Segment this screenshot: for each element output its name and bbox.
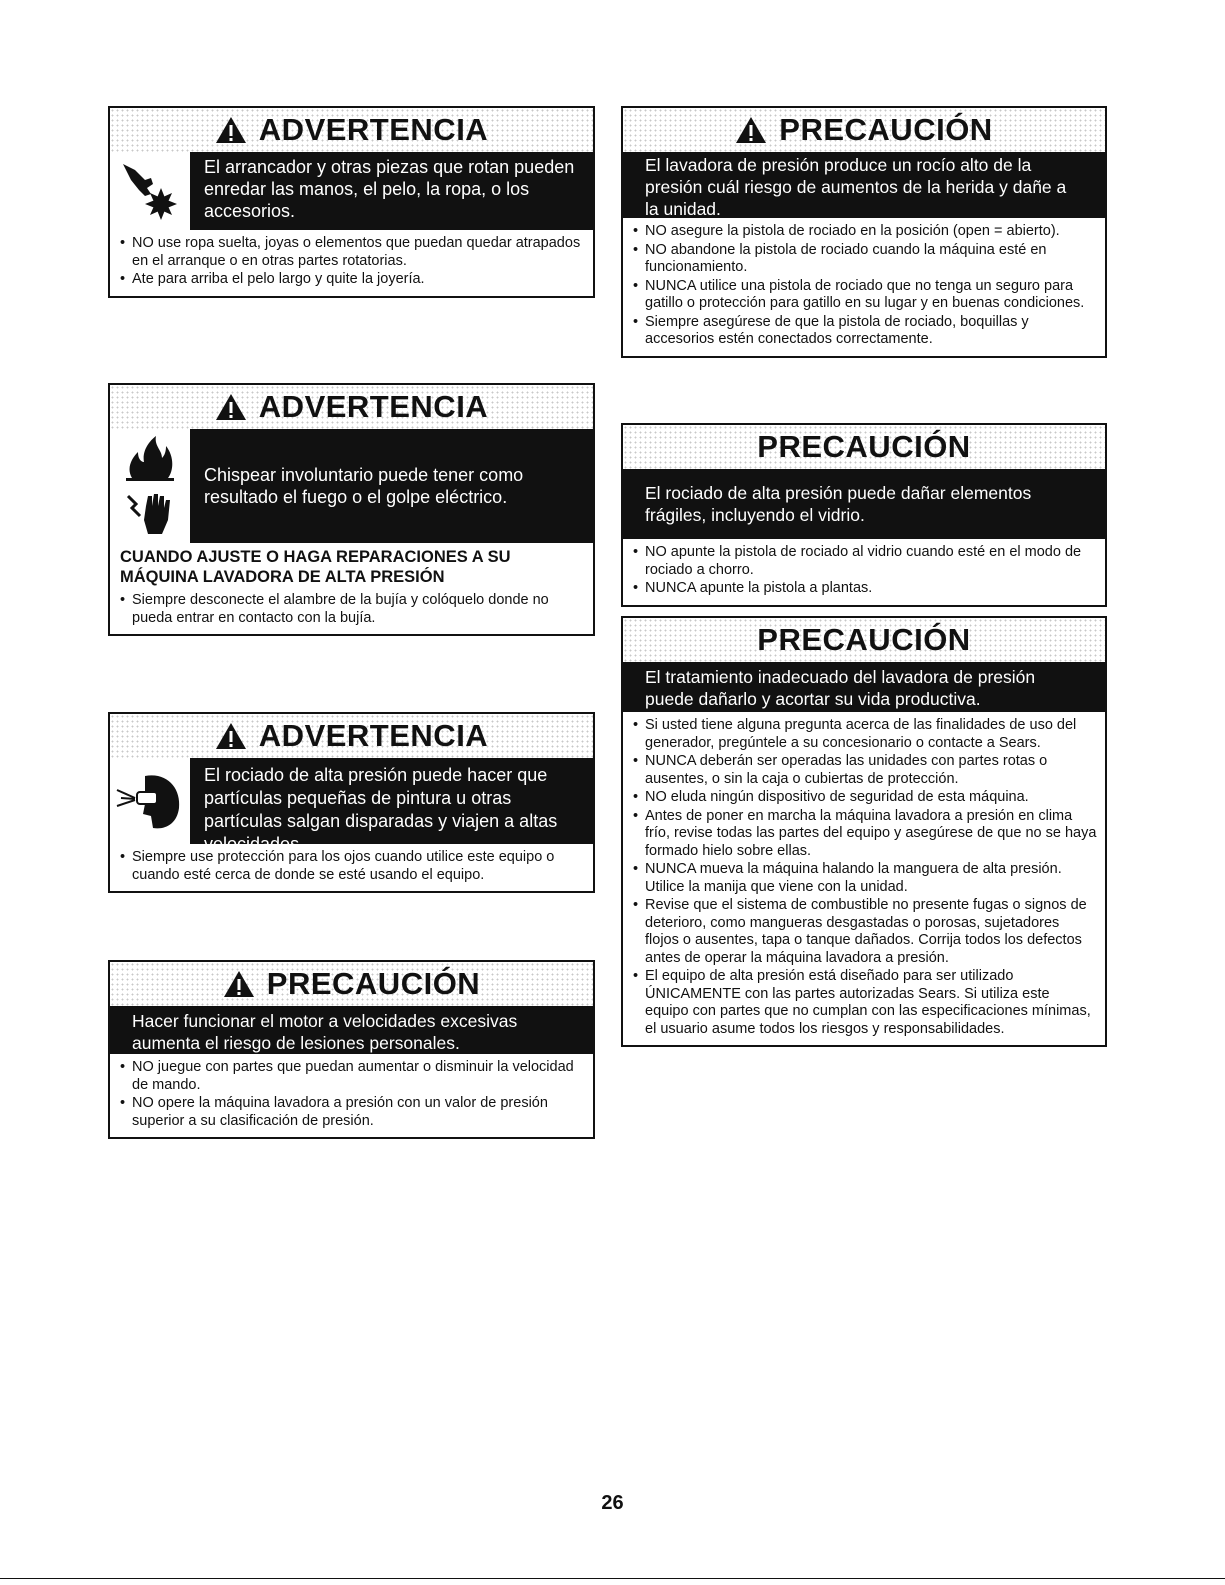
hand-entanglement-icon bbox=[117, 158, 183, 224]
caution-fragile-panel bbox=[621, 423, 1107, 607]
icon-area bbox=[110, 152, 190, 230]
list-item: • NO opere la máquina lavadora a presión con un valor de presión superior a su clasificación de presión. bbox=[118, 1095, 585, 1130]
panel-header bbox=[110, 108, 593, 152]
hazard-statement: El rociado de alta presión puede dañar elementos frágiles, incluyendo el vidrio. bbox=[623, 469, 1105, 539]
caution-spray-panel bbox=[621, 106, 1107, 358]
list-item: • NO apunte la pistola de rociado al vidrio cuando esté en el modo de rociado a chorro. bbox=[631, 544, 1097, 579]
warning-spark-panel bbox=[108, 383, 595, 636]
hazard-statement: El tratamiento inadecuado del lavadora de presión puede dañarlo y acortar su vida productiva. bbox=[623, 662, 1105, 712]
warning-triangle-icon bbox=[223, 969, 255, 999]
panel-header bbox=[110, 714, 593, 758]
panel-title: PRECAUCIÓN bbox=[757, 622, 971, 657]
list-item: • Siempre desconecte el alambre de la bujía y colóquelo donde no pueda entrar en contacto con la bujía. bbox=[118, 592, 585, 627]
list-item: • NO use ropa suelta, joyas o elementos que puedan quedar atrapados en el arranque o en otras partes rotatorias. bbox=[118, 235, 585, 270]
hazard-statement: El arrancador y otras piezas que rotan pueden enredar las manos, el pelo, la ropa, o los accesorios. bbox=[190, 152, 593, 230]
list-item: • NO abandone la pistola de rociado cuando la máquina esté en funcionamiento. bbox=[631, 242, 1097, 277]
hazard-statement: Hacer funcionar el motor a velocidades excesivas aumenta el riesgo de lesiones personales. bbox=[110, 1006, 593, 1054]
eye-protection-icon bbox=[115, 768, 185, 834]
precaution-list bbox=[110, 230, 593, 296]
list-item: • Revise que el sistema de combustible no presente fugas o signos de deterioro, como mangueras desgastadas o porosas, sujetadores flojos o ausentes, tapa o tanque dañados. Corrija todos los defectos antes de operar la máquina lavadora a presión. bbox=[631, 897, 1097, 967]
panel-title: PRECAUCIÓN bbox=[779, 112, 993, 147]
panel-title: PRECAUCIÓN bbox=[266, 966, 481, 1001]
hazard-statement: El lavadora de presión produce un rocío alto de la presión cuál riesgo de aumentos de la herida y dañe a la unidad. bbox=[623, 152, 1105, 218]
list-item: • NO asegure la pistola de rociado en la posición (open = abierto). bbox=[631, 223, 1097, 241]
list-item: • El equipo de alta presión está diseñado para ser utilizado ÚNICAMENTE con las partes autorizadas Sears. Si utiliza este equipo con partes que no cumplan con las especificaciones mínimas, el usuario asume todos los riesgos y responsabilidades. bbox=[631, 968, 1097, 1038]
caution-overspeed-panel bbox=[108, 960, 595, 1139]
panel-title: ADVERTENCIA bbox=[258, 718, 489, 753]
list-item: • NUNCA utilice una pistola de rociado que no tenga un seguro para gatillo o protección para gatillo en su lugar y en buenas condiciones. bbox=[631, 278, 1097, 313]
list-item: • Siempre asegúrese de que la pistola de rociado, boquillas y accesorios estén conectados correctamente. bbox=[631, 314, 1097, 349]
list-item: • NO eluda ningún dispositivo de seguridad de esta máquina. bbox=[631, 789, 1097, 807]
precaution-list bbox=[110, 587, 593, 634]
warning-triangle-icon bbox=[215, 392, 247, 422]
subheading: CUANDO AJUSTE O HAGA REPARACIONES A SU MÁQUINA LAVADORA DE ALTA PRESIÓN bbox=[120, 548, 511, 586]
warning-triangle-icon bbox=[215, 721, 247, 751]
electric-shock-icon bbox=[122, 490, 178, 540]
list-item: • NUNCA apunte la pistola a plantas. bbox=[631, 580, 1097, 598]
precaution-list bbox=[623, 712, 1105, 1045]
panel-header bbox=[623, 618, 1105, 662]
warning-triangle-icon bbox=[215, 115, 247, 145]
icon-area bbox=[110, 758, 190, 844]
list-item: • NO juegue con partes que puedan aumentar o disminuir la velocidad de mando. bbox=[118, 1059, 585, 1094]
precaution-list bbox=[110, 844, 593, 891]
page-number: 26 bbox=[601, 1492, 624, 1514]
warning-triangle-icon bbox=[735, 115, 767, 145]
warning-entanglement-panel bbox=[108, 106, 595, 298]
warning-spray-particles-panel bbox=[108, 712, 595, 893]
list-item: • NUNCA mueva la máquina halando la manguera de alta presión. Utilice la manija que viene con la unidad. bbox=[631, 861, 1097, 896]
panel-header bbox=[623, 108, 1105, 152]
hazard-statement: Chispear involuntario puede tener como resultado el fuego o el golpe eléctrico. bbox=[190, 429, 593, 543]
precaution-list bbox=[110, 1054, 593, 1137]
hazard-statement: El rociado de alta presión puede hacer que partículas pequeñas de pintura u otras partículas salgan disparadas y viajen a altas velocidades. bbox=[190, 758, 593, 844]
panel-header bbox=[110, 962, 593, 1006]
list-item: • Siempre use protección para los ojos cuando utilice este equipo o cuando esté cerca de donde se esté usando el equipo. bbox=[118, 849, 585, 884]
icon-area bbox=[110, 429, 190, 543]
page-bottom-rule bbox=[0, 1578, 1225, 1579]
precaution-list bbox=[623, 539, 1105, 605]
caution-improper-treatment-panel bbox=[621, 616, 1107, 1047]
list-item: • NUNCA deberán ser operadas las unidades con partes rotas o ausentes, o sin la caja o cubiertas de protección. bbox=[631, 753, 1097, 788]
list-item: • Antes de poner en marcha la máquina lavadora a presión en clima frío, revise todas las partes del equipo y asegúrese de que no se haya formado hielo sobre ellas. bbox=[631, 808, 1097, 861]
panel-header bbox=[623, 425, 1105, 469]
panel-title: ADVERTENCIA bbox=[258, 389, 489, 424]
list-item: • Si usted tiene alguna pregunta acerca de las finalidades de uso del generador, pregúntele a su concesionario o contacte a Sears. bbox=[631, 717, 1097, 752]
precaution-list bbox=[623, 218, 1105, 356]
list-item: • Ate para arriba el pelo largo y quite la joyería. bbox=[118, 271, 585, 289]
panel-title: PRECAUCIÓN bbox=[757, 429, 971, 464]
panel-header bbox=[110, 385, 593, 429]
fire-icon bbox=[122, 432, 178, 482]
panel-title: ADVERTENCIA bbox=[258, 112, 489, 147]
